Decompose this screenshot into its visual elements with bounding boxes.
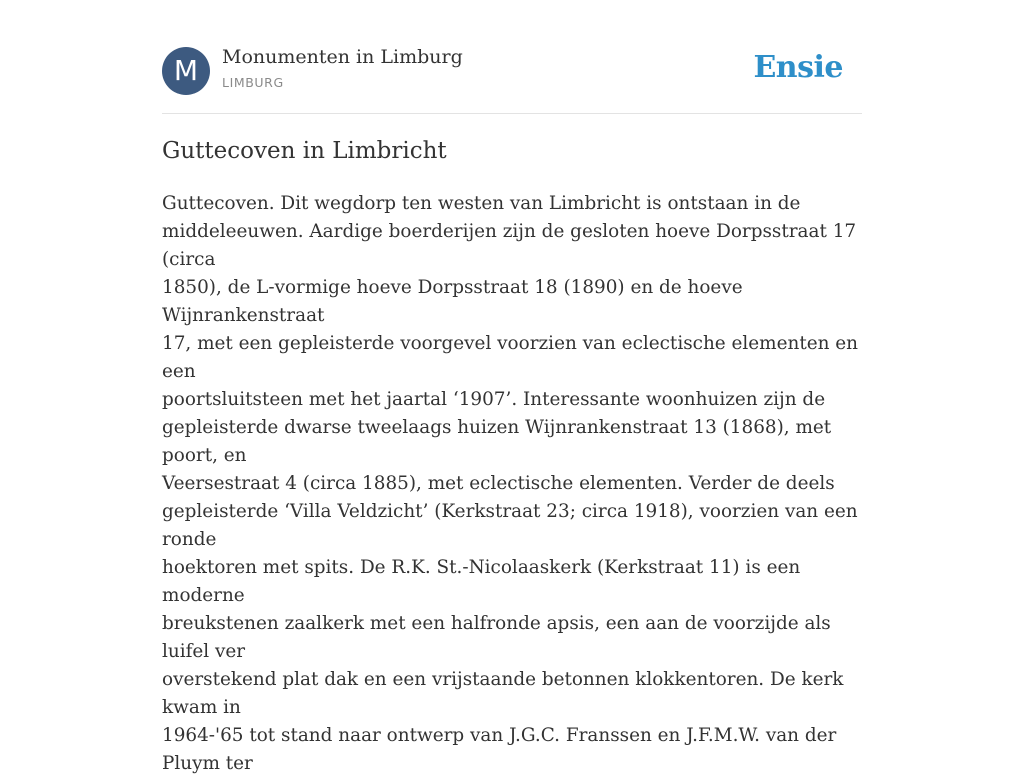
article-title: Guttecoven in Limbricht bbox=[162, 138, 447, 164]
source-avatar[interactable]: M bbox=[162, 47, 210, 95]
source-title-link[interactable]: Monumenten in Limburg bbox=[222, 46, 463, 68]
source-category-link[interactable]: LIMBURG bbox=[222, 75, 284, 90]
header-divider bbox=[162, 113, 862, 114]
article-body: Guttecoven. Dit wegdorp ten westen van Limbricht is ontstaan in de middeleeuwen. Aardige boerderijen zijn de gesloten hoeve Dorpsstraat 17 (circa 1850), de L-vormige hoeve Dorpsstraat 18 (1890) en de hoeve Wijnrankenstraat 17, met een gepleisterde voorgevel voorzien van eclectische elementen en een poortsluitsteen met het jaartal ‘1907’. Interessante woonhuizen zijn de gepleisterde dwarse tweelaags huizen Wijnrankenstraat 13 (1868), met poort, en Veersestraat 4 (circa 1885), met eclectische elementen. Verder de deels gepleisterde ‘Villa Veldzicht’ (Kerkstraat 23; circa 1918), voorzien van een ronde hoektoren met spits. De R.K. St.-Nicolaaskerk (Kerkstraat 11) is een moderne breukstenen zaalkerk met een halfronde apsis, een aan de voorzijde als luifel ver overstekend plat dak en een vrijstaande betonnen klokkentoren. De kerk kwam in 1964-'65 tot stand naar ontwerp van J.G.C. Franssen en J.F.M.W. van der Pluym ter bbox=[162, 193, 859, 774]
article-header bbox=[162, 46, 862, 96]
ensie-logo[interactable]: Ensie bbox=[753, 50, 843, 85]
